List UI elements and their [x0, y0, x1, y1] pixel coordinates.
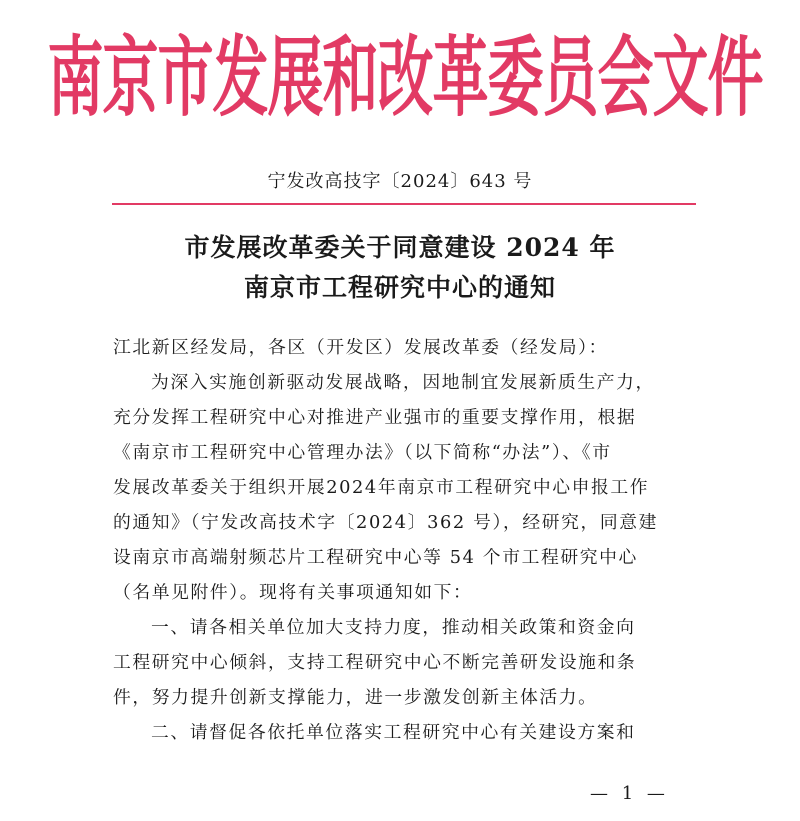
- page-number: — 1 —: [590, 783, 669, 804]
- body-line: 为深入实施创新驱动发展战略，因地制宜发展新质生产力，: [151, 372, 655, 393]
- body-line: 发展改革委关于组织开展2024年南京市工程研究中心申报工作: [113, 477, 650, 498]
- addressee-line: 江北新区经发局，各区（开发区）发展改革委（经发局）：: [113, 337, 609, 358]
- red-divider-line: [112, 203, 696, 205]
- body-line: 《南京市工程研究中心管理办法》（以下简称“办法”）、《市: [113, 442, 612, 463]
- body-line: 充分发挥工程研究中心对推进产业强市的重要支撑作用，根据: [113, 407, 637, 428]
- notice-title-line-1: 市发展改革委关于同意建设 2024 年: [184, 233, 616, 262]
- item-one-line: 一、请各相关单位加大支持力度，推动相关政策和资金向: [151, 617, 636, 638]
- body-line: （名单见附件）。现将有关事项通知如下：: [113, 582, 473, 603]
- notice-title-line-2: 南京市工程研究中心的通知: [243, 273, 556, 302]
- document-number: 宁发改高技字〔2024〕643 号: [267, 171, 533, 192]
- item-two-line: 二、请督促各依托单位落实工程研究中心有关建设方案和: [151, 722, 636, 743]
- body-line: 工程研究中心倾斜，支持工程研究中心不断完善研发设施和条: [113, 652, 637, 673]
- body-line: 设南京市高端射频芯片工程研究中心等 54 个市工程研究中心: [113, 547, 638, 568]
- body-line: 的通知》（宁发改高技术字〔2024〕362 号），经研究，同意建: [113, 512, 659, 533]
- issuer-masthead: 南京市发展和改革委员会文件: [47, 28, 763, 130]
- notice-body: [113, 330, 703, 750]
- body-line: 件，努力提升创新支撑能力，进一步激发创新主体活力。: [113, 687, 598, 708]
